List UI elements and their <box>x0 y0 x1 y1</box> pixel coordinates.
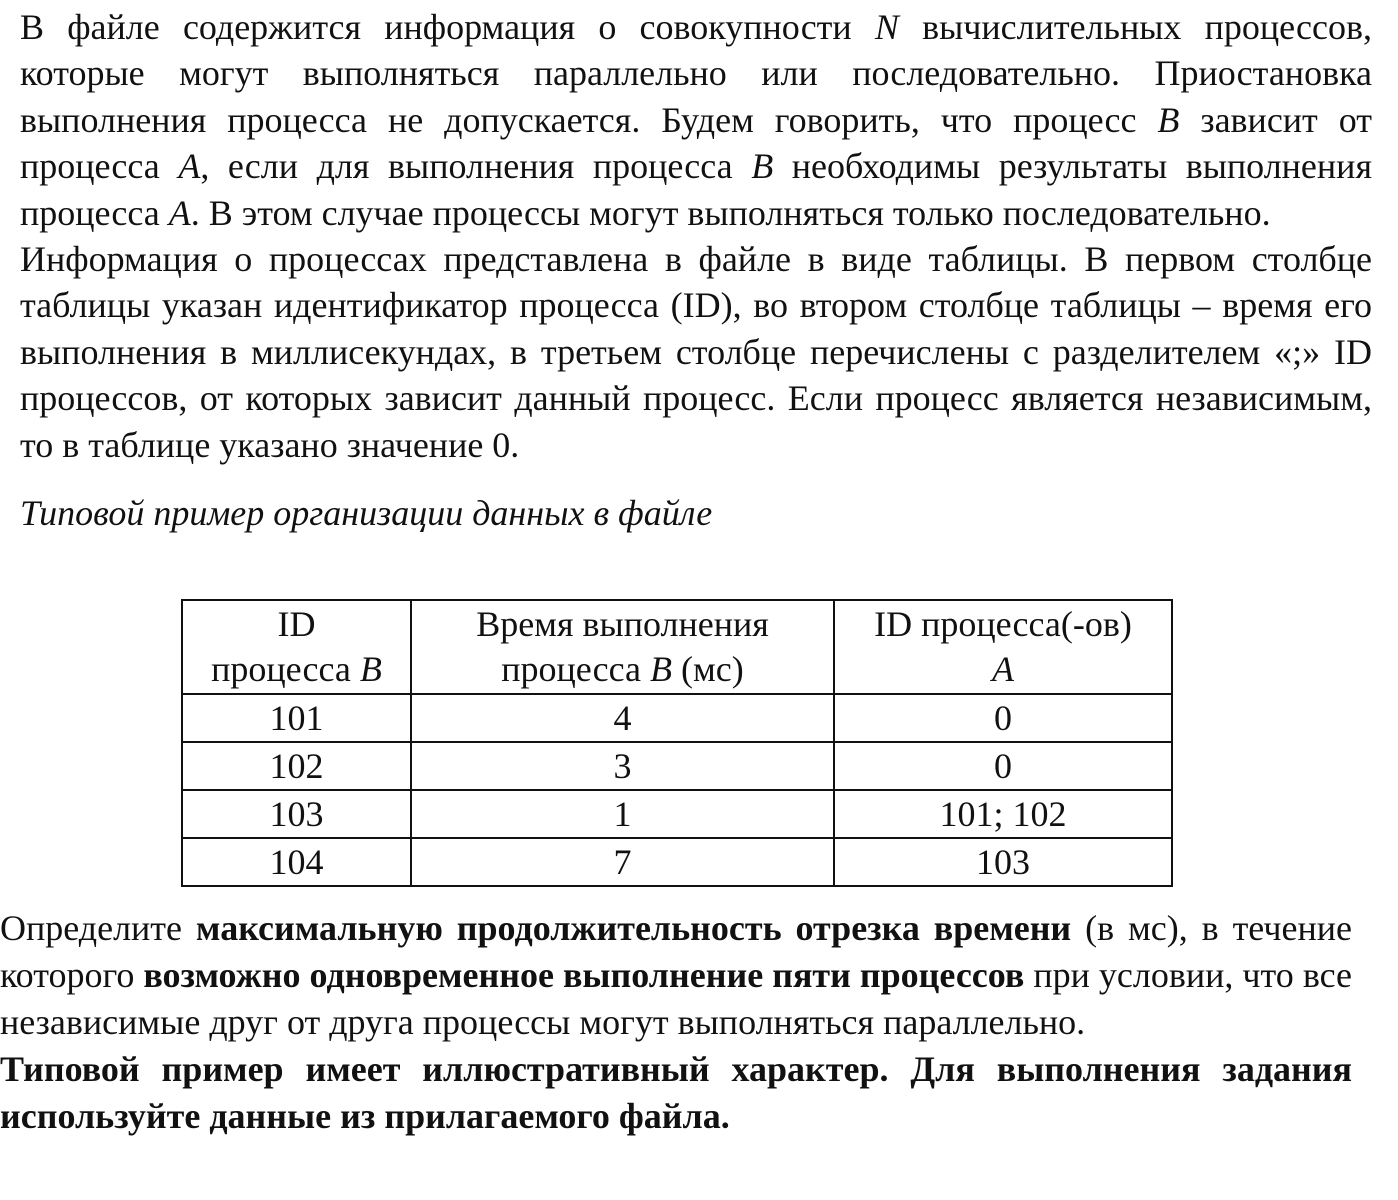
table-caption: Типовой пример организации данных в файле <box>20 493 713 534</box>
header-line <box>183 647 410 692</box>
task-page <box>20 0 1372 536</box>
var-b: B <box>751 146 774 187</box>
cell-id: 104 <box>182 838 411 886</box>
header-text: процесса <box>501 649 651 689</box>
header-line <box>412 647 833 692</box>
cell-time: 3 <box>411 742 834 790</box>
header-text: процесса <box>211 649 360 689</box>
question-emphasis: максимальную продолжительность отрезка времени <box>195 908 1072 948</box>
note-paragraph <box>0 1046 1352 1140</box>
header-exec-time <box>411 600 834 694</box>
question-paragraph <box>0 905 1352 1046</box>
question-text: Определите <box>0 908 196 948</box>
note-text: Типовой пример имеет иллюстративный характер. Для выполнения задания используйте данные из прилагаемого файла. <box>0 1049 1352 1136</box>
cell-id: 102 <box>182 742 411 790</box>
intro-text: необходимы результаты выполнения процесса <box>20 146 1373 233</box>
var-b: B <box>1157 99 1180 140</box>
header-process-id <box>182 600 411 694</box>
var-b: B <box>650 649 673 689</box>
cell-deps: 0 <box>834 694 1172 742</box>
cell-id: 101 <box>182 694 411 742</box>
intro-paragraph-2: Информация о процессах представлена в файле в виде таблицы. В первом столбце таблицы указан идентификатор процесса (ID), во втором столбце таблицы – время его выполнения в миллисекундах, в третьем столбце перечислены с разделителем «;» ID процессов, от которых зависит данный процесс. Если процесс является независимым, то в таблице указано значение 0. <box>20 239 1372 465</box>
header-line <box>835 647 1171 692</box>
var-b: B <box>359 649 382 689</box>
cell-time: 4 <box>411 694 834 742</box>
intro-text: зависит от процесса <box>20 99 1372 187</box>
var-n: N <box>874 7 899 47</box>
cell-deps: 0 <box>834 742 1172 790</box>
cell-id: 103 <box>182 790 411 838</box>
table-row <box>182 694 1172 742</box>
intro-text: . В этом случае процессы могут выполняться только последовательно. <box>190 192 1271 233</box>
cell-time: 1 <box>411 790 834 838</box>
task-question-block <box>0 905 1352 1140</box>
question-emphasis: возможно одновременное выполнение пяти процессов <box>143 955 1025 995</box>
question-text: при условии, что все независимые друг от друга процессы могут выполняться параллельно. <box>0 955 1352 1042</box>
cell-time: 7 <box>411 838 834 886</box>
question-text: (в мс), в течение которого <box>0 908 1352 995</box>
header-unit: (мс) <box>672 649 744 689</box>
cell-deps: 101; 102 <box>834 790 1172 838</box>
table-row <box>182 790 1172 838</box>
var-a: A <box>178 146 201 187</box>
intro-text: вычислительных процессов, которые могут выполняться параллельно или последовательно. Приостановка выполнения процесса не допускается. Будем говорить, что процесс <box>20 7 1372 140</box>
intro-text: В файле содержится информация о совокупности <box>20 7 875 47</box>
example-table <box>181 599 1173 887</box>
intro-paragraph-1 <box>20 0 1372 236</box>
var-a: A <box>168 192 191 233</box>
var-a: A <box>992 649 1014 689</box>
table-row <box>182 838 1172 886</box>
table-row <box>182 742 1172 790</box>
header-dependencies <box>834 600 1172 694</box>
intro-text: , если для выполнения процесса <box>200 146 752 187</box>
header-line: ID процесса(-ов) <box>874 604 1132 644</box>
cell-deps: 103 <box>834 838 1172 886</box>
table-header-row <box>182 600 1172 694</box>
header-line: ID <box>277 604 316 644</box>
header-line: Время выполнения <box>476 604 769 644</box>
